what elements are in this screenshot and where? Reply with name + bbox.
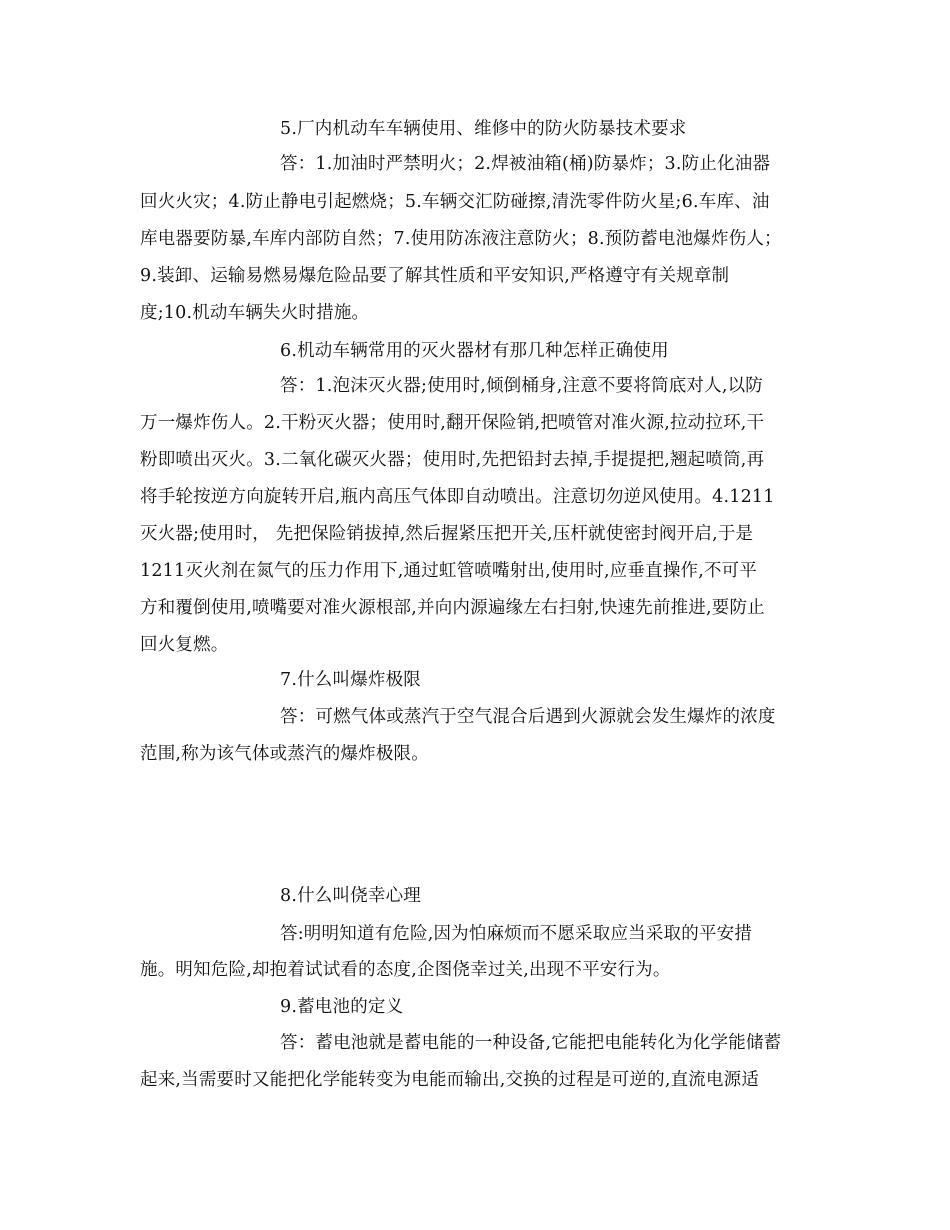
answer-6-line-1: 答：1.泡沫灭火器;使用时,倾倒桶身,注意不要将筒底对人,以防: [280, 376, 763, 396]
heading-7: 7.什么叫爆炸极限: [280, 670, 421, 690]
heading-6: 6.机动车辆常用的灭火器材有那几种怎样正确使用: [280, 341, 669, 361]
answer-5-line-5: 度;10.机动车辆失火时措施。: [140, 303, 370, 323]
answer-9-line-1: 答：蓄电池就是蓄电能的一种设备,它能把电能转化为化学能储蓄: [280, 1033, 782, 1053]
answer-6-line-5: 灭火器;使用时， 先把保险销拔掉,然后握紧压把开关,压杆就使密封阀开启,于是: [140, 524, 754, 544]
answer-8-line-1: 答:明明知道有危险,因为怕麻烦而不愿采取应当采取的平安措: [280, 924, 753, 944]
answer-5-line-3: 库电器要防暴,车库内部防自然；7.使用防冻液注意防火；8.预防蓄电池爆炸伤人；: [140, 229, 782, 249]
answer-6-line-8: 回火复燃。: [140, 635, 229, 655]
answer-6-line-3: 粉即喷出灭火。3.二氧化碳灭火器；使用时,先把铅封去掉,手提提把,翘起喷筒,再: [140, 450, 765, 470]
answer-5-line-4: 9.装卸、运输易燃易爆危险品要了解其性质和平安知识,严格遵守有关规章制: [140, 266, 730, 286]
heading-8: 8.什么叫侥幸心理: [280, 886, 421, 906]
answer-6-line-2: 万一爆炸伤人。2.干粉灭火器；使用时,翻开保险销,把喷管对准火源,拉动拉环,干: [140, 413, 765, 433]
heading-5: 5.厂内机动车车辆使用、维修中的防火防暴技术要求: [280, 119, 687, 139]
answer-7-line-1: 答：可燃气体或蒸汽于空气混合后遇到火源就会发生爆炸的浓度: [280, 707, 776, 727]
answer-5-line-2: 回火火灾；4.防止静电引起燃烧；5.车辆交汇防碰擦,清洗零件防火星;6.车库、油: [140, 192, 770, 212]
answer-9-line-2: 起来,当需要时又能把化学能转变为电能而输出,交换的过程是可逆的,直流电源适: [140, 1070, 760, 1090]
heading-9: 9.蓄电池的定义: [280, 997, 404, 1017]
answer-8-line-2: 施。明知危险,却抱着试试看的态度,企图侥幸过关,出现不平安行为。: [140, 960, 671, 980]
answer-6-line-7: 方和覆倒使用,喷嘴要对准火源根部,并向内源遍缘左右扫射,快速先前推进,要防止: [140, 598, 765, 618]
answer-6-line-4: 将手轮按逆方向旋转开启,瓶内高压气体即自动喷出。注意切勿逆风使用。4.1211: [140, 487, 775, 507]
answer-6-line-6: 1211灭火剂在氮气的压力作用下,通过虹管喷嘴射出,使用时,应垂直操作,不可平: [140, 561, 758, 581]
answer-5-line-1: 答：1.加油时严禁明火；2.焊被油箱(桶)防暴炸；3.防止化油器: [280, 154, 771, 174]
answer-7-line-2: 范围,称为该气体或蒸汽的爆炸极限。: [140, 744, 429, 764]
